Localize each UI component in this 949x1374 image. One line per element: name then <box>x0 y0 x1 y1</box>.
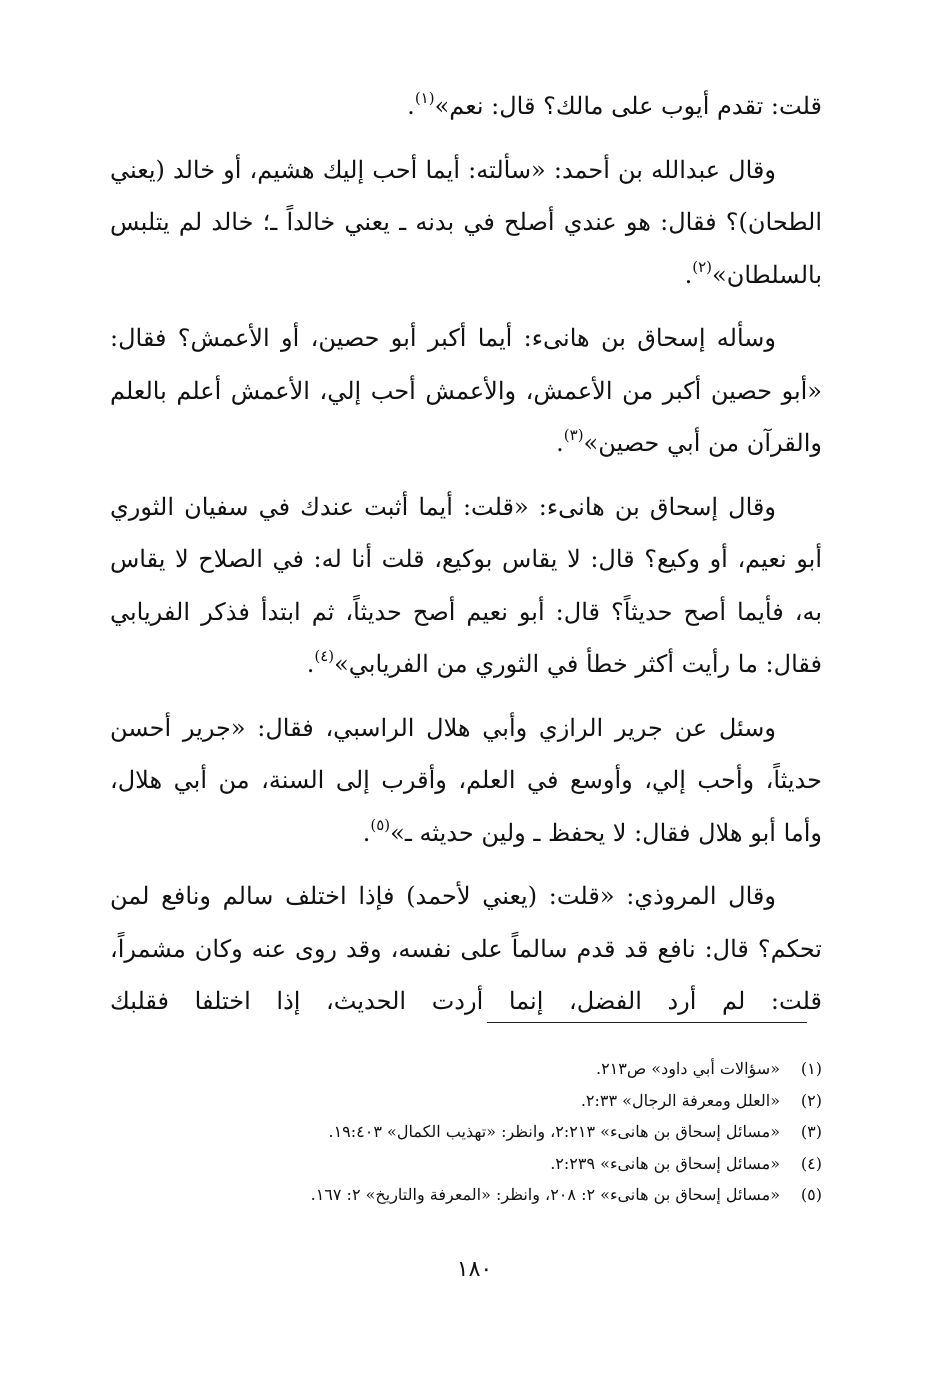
paragraph-2 <box>110 144 822 302</box>
paragraph-text: وقال إسحاق بن هانىء: «قلت: أيما أثبت عندك في سفيان الثوري أبو نعيم، أو وكيع؟ قال: لا يقاس بوكيع، قلت أنا له: في الصلاح لا يقاس به، فأيما أصح حديثاً؟ قال: أبو نعيم أصح حديثاً، ثم ابتدأ فذكر الفريابي فقال: ما رأيت أكثر خطأ في الثوري من الفريابي» <box>110 492 822 678</box>
page-number: ١٨٠ <box>456 1257 493 1282</box>
footnote-5 <box>110 1179 822 1211</box>
footnote-text: «سؤالات أبي داود» ص٢١٣. <box>595 1059 780 1078</box>
paragraph-tail: . <box>362 818 371 847</box>
footnote-text: «مسائل إسحاق بن هانىء» ٢: ٢٠٨، وانظر: «المعرفة والتاريخ» ٢: ١٦٧. <box>310 1185 780 1204</box>
footnote-ref-3: (٣) <box>563 426 584 444</box>
paragraph-text: وقال عبدالله بن أحمد: «سألته: أيما أحب إليك هشيم، أو خالد (يعني الطحان)؟ فقال: هو عندي أصلح في بدنه ـ يعني خالداً ـ؛ خالد لم يتلبس بالسلطان» <box>110 155 822 289</box>
footnote-text: «مسائل إسحاق بن هانىء» ٢:٢١٣، وانظر: «تهذيب الكمال» ١٩:٤٠٣. <box>328 1122 780 1141</box>
paragraph-text: وقال المروذي: «قلت: (يعني لأحمد) فإذا اختلف سالم ونافع لمن تحكم؟ قال: نافع قد قدم سالماً على نفسه، وقد روى عنه وكان مشمراً، قلت: لم أرد الفضل، إنما أردت الحديث، إذا اختلفا فقلبك <box>110 882 822 1015</box>
paragraph-text: وسئل عن جرير الرازي وأبي هلال الراسبي، فقال: «جرير أحسن حديثاً، وأحب إلي، وأوسع في العلم، وأقرب إلى السنة، من أبي هلال، وأما أبو هلال فقال: لا يحفظ ـ ولين حديثه ـ» <box>110 713 822 847</box>
footnote-ref-2: (٢) <box>692 257 713 276</box>
footnote-number: (٥) <box>800 1185 822 1204</box>
footnote-ref-5: (٥) <box>370 815 391 834</box>
footnote-text: «مسائل إسحاق بن هانىء» ٢:٢٣٩. <box>550 1153 780 1173</box>
paragraph-tail: . <box>556 429 564 457</box>
footnote-1 <box>110 1053 822 1085</box>
footnote-ref-4: (٤) <box>314 647 335 665</box>
paragraph-tail: . <box>407 92 415 120</box>
paragraph-tail: . <box>684 260 693 289</box>
footnote-ref-1: (١) <box>414 89 435 107</box>
main-text <box>110 80 822 1039</box>
footnotes-list <box>110 1053 822 1211</box>
footnote-3 <box>110 1116 822 1148</box>
footnote-4 <box>110 1148 822 1180</box>
footnote-separator <box>487 1022 807 1023</box>
paragraph-tail: . <box>306 650 315 678</box>
paragraph-text: قلت: تقدم أيوب على مالك؟ قال: نعم» <box>434 92 822 120</box>
paragraph-5 <box>110 702 822 860</box>
footnote-number: (٣) <box>800 1122 822 1141</box>
footnote-number: (٤) <box>800 1153 822 1173</box>
paragraph-1 <box>110 80 822 133</box>
footnote-number: (٢) <box>800 1090 822 1110</box>
paragraph-4 <box>110 481 822 691</box>
footnote-2 <box>110 1085 822 1117</box>
footnote-number: (١) <box>800 1059 822 1078</box>
footnote-text: «العلل ومعرفة الرجال» ٢:٣٣. <box>580 1090 780 1110</box>
paragraph-3 <box>110 312 822 470</box>
paragraph-6 <box>110 870 822 1028</box>
paragraph-text: وسأله إسحاق بن هانىء: أيما أكبر أبو حصين، أو الأعمش؟ فقال: «أبو حصين أكبر من الأعمش، والأعمش أحب إلي، الأعمش أعلم بالعلم والقرآن من أبي حصين» <box>110 324 822 457</box>
